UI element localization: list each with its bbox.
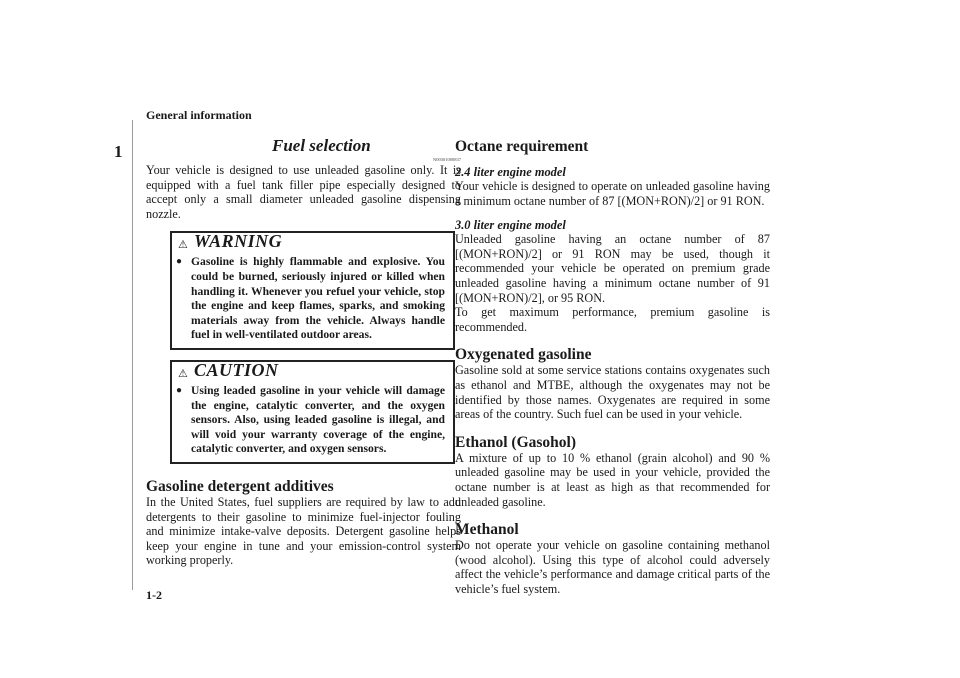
document-code: N00301000837 <box>433 157 461 162</box>
caution-text: Using leaded gasoline in your vehicle will damage the engine, catalytic converter, and the oxygen sensors. Also, using leaded gasoline is illegal, and will void your warranty coverage of the engine, catalytic converter, and oxygen sensors. <box>191 383 445 456</box>
warning-triangle-icon: ⚠ <box>178 239 188 252</box>
detergent-paragraph: In the United States, fuel suppliers are required by law to add detergents to their gasoline to minimize fuel-injector fouling and minimize intake-valve deposits. Detergent gasoline helps keep your engine in tune and your emission-control system working properly. <box>146 494 461 568</box>
right-column <box>455 138 770 596</box>
model24-heading: 2.4 liter engine model <box>455 165 566 179</box>
ethanol-heading: Ethanol (Gasohol) <box>455 433 577 451</box>
model30-paragraph-2: To get maximum performance, premium gasoline is recommended. <box>455 305 770 334</box>
left-column <box>146 137 461 568</box>
caution-box <box>170 360 455 464</box>
chapter-number: 1 <box>114 142 123 161</box>
oxygenated-heading: Oxygenated gasoline <box>455 346 592 364</box>
warning-label: WARNING <box>194 231 283 252</box>
oxygenated-paragraph: Gasoline sold at some service stations contains oxygenates such as ethanol and MTBE, although the oxygenates may not be identified by those names. Oxygenates are required in some areas of the country. Such fuel can be used in your vehicle. <box>455 363 770 422</box>
model24-paragraph: Your vehicle is designed to operate on unleaded gasoline having a minimum octane number of 87 [(MON+RON)/2] or 91 RON. <box>455 179 770 208</box>
page-title: Fuel selection <box>272 136 371 155</box>
bullet-icon: ● <box>176 256 183 268</box>
methanol-heading: Methanol <box>455 521 519 539</box>
ethanol-paragraph: A mixture of up to 10 % ethanol (grain alcohol) and 90 % unleaded gasoline may be used in your vehicle, provided the octane number is at least as high as that recommended for unleaded gasoline. <box>455 450 770 509</box>
section-header: General information <box>146 108 252 122</box>
detergent-heading: Gasoline detergent additives <box>146 477 334 495</box>
caution-label: CAUTION <box>194 359 279 380</box>
model30-paragraph: Unleaded gasoline having an octane number of 87 [(MON+RON)/2] or 91 RON may be used, though it recommended your vehicle be operated on premium grade unleaded gasoline having a minimum octane number of 91 [(MON+RON)/2], or 95 RON. <box>455 232 770 305</box>
chapter-divider <box>132 120 133 590</box>
caution-triangle-icon: ⚠ <box>178 367 188 380</box>
intro-paragraph: Your vehicle is designed to use unleaded gasoline only. It is equipped with a fuel tank filler pipe especially designed to accept only a small diameter unleaded gasoline dispensing nozzle. <box>146 163 461 221</box>
methanol-paragraph: Do not operate your vehicle on gasoline containing methanol (wood alcohol). Using this type of alcohol could adversely affect the vehicle’s performance and damage critical parts of the vehicle’s fuel system. <box>455 538 770 596</box>
warning-text: Gasoline is highly flammable and explosive. You could be burned, seriously injured or killed when handling it. Whenever you refuel your vehicle, stop the engine and keep flames, sparks, and smoking materials away from the vehicle. Always handle fuel in well-ventilated outdoor areas. <box>191 255 445 342</box>
warning-box <box>170 231 455 350</box>
bullet-icon: ● <box>176 384 183 396</box>
model30-heading: 3.0 liter engine model <box>455 218 566 233</box>
page-number: 1-2 <box>146 588 162 602</box>
octane-heading: Octane requirement <box>455 138 589 155</box>
